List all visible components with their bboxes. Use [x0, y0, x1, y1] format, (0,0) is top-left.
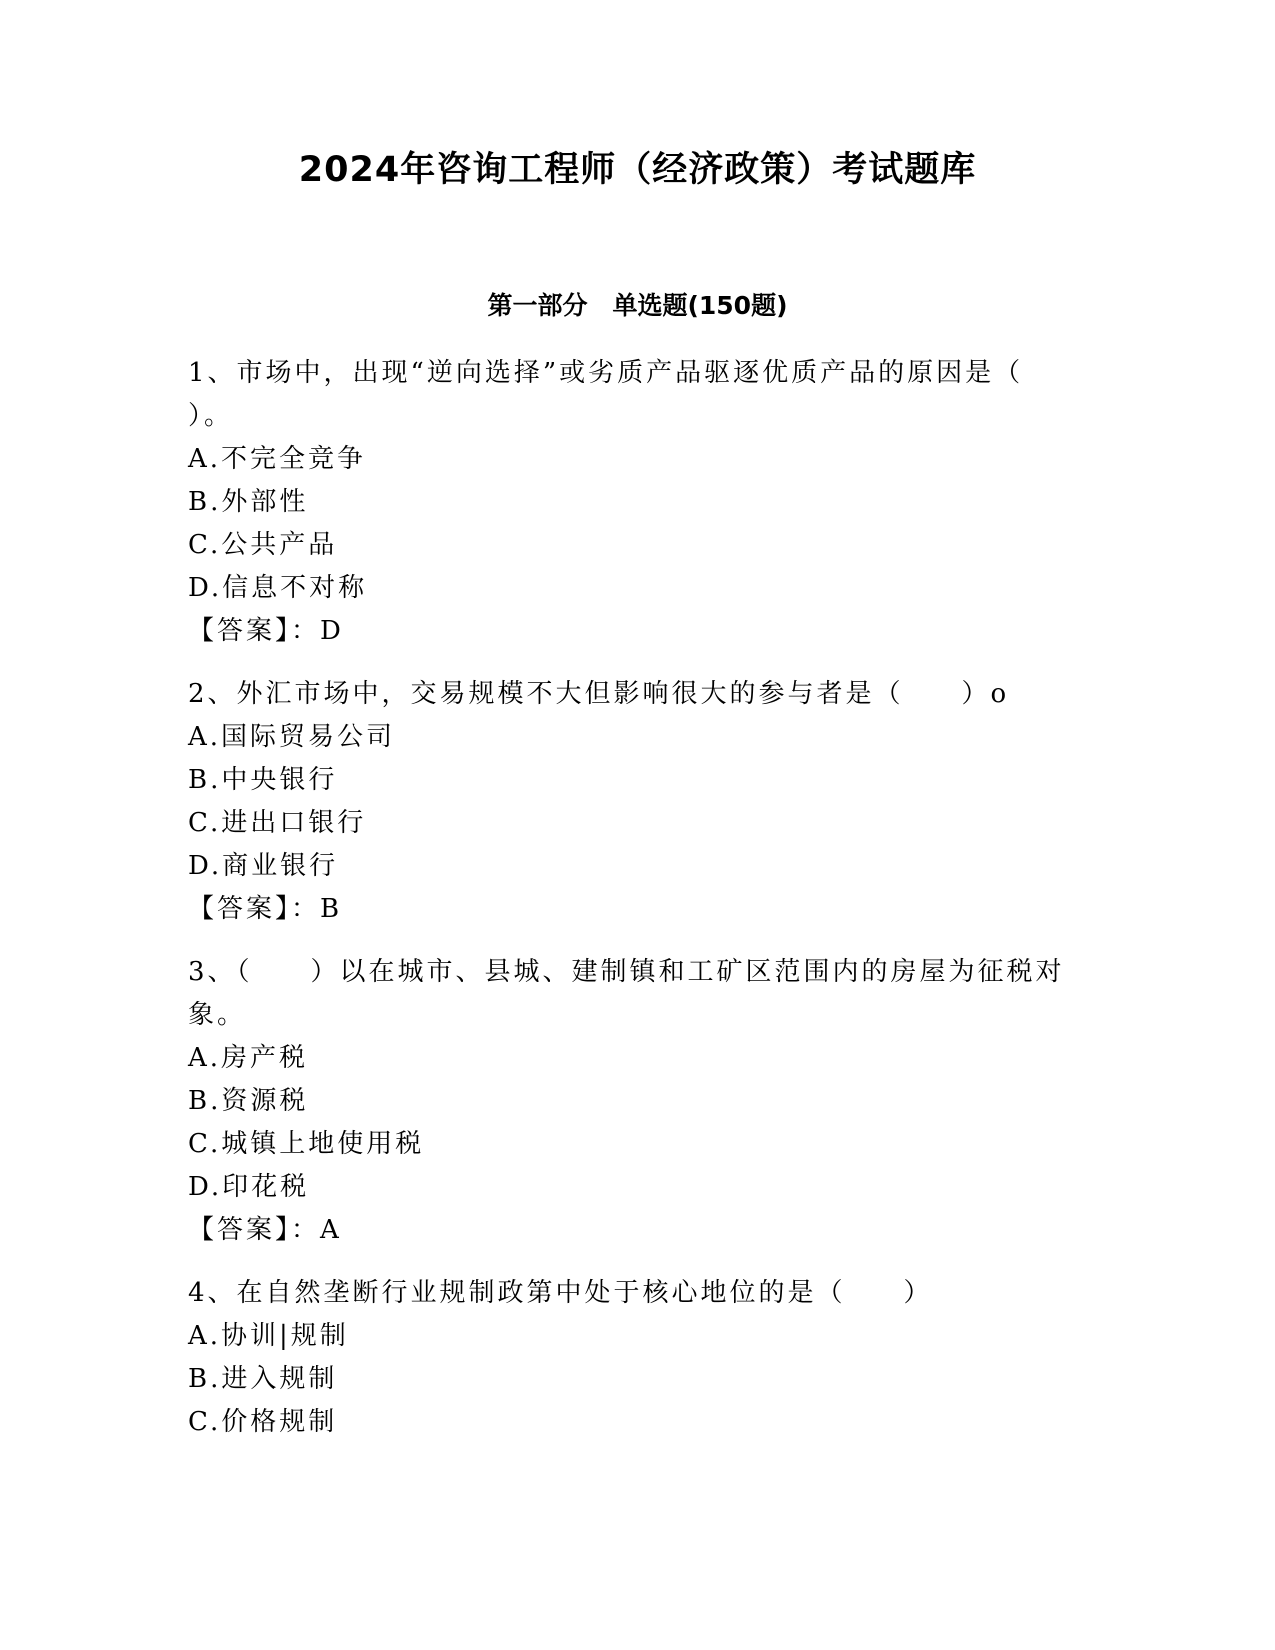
question-text: 3、（ ）以在城市、县城、建制镇和工矿区范围内的房屋为征税对 — [188, 957, 1065, 987]
option-a: A.协训|规制 — [188, 1321, 349, 1351]
answer-line — [188, 1209, 1068, 1252]
question-text: 4、在自然垄断行业规制政第中处于核心地位的是（ ） — [188, 1278, 933, 1308]
question-1 — [188, 352, 1068, 653]
option-d: D.商业银行 — [188, 851, 339, 881]
answer-value: ：A — [291, 1215, 342, 1245]
option-b: B.资源税 — [188, 1086, 309, 1116]
answer-value: ：D — [291, 616, 344, 646]
answer-label: 【答案】 — [188, 894, 292, 924]
option-c: C.进出口银行 — [188, 808, 367, 838]
option-b: B.中央银行 — [188, 765, 338, 795]
answer-label: 【答案】 — [188, 1215, 292, 1245]
option-c: C.城镇上地使用税 — [188, 1129, 425, 1159]
answer-line — [188, 610, 1068, 653]
question-list — [188, 352, 1068, 1444]
option-a: A.不完全竞争 — [188, 444, 367, 474]
answer-label: 【答案】 — [188, 616, 292, 646]
option-b: B.外部性 — [188, 487, 309, 517]
answer-line — [188, 888, 1068, 931]
option-c: C.价格规制 — [188, 1407, 338, 1437]
option-b: B.进入规制 — [188, 1364, 338, 1394]
question-4 — [188, 1272, 1068, 1444]
question-3 — [188, 951, 1068, 1252]
question-text: 1、市场中，出现“逆向选择”或劣质产品驱逐优质产品的原因是（ — [188, 358, 1024, 388]
section-title: 第一部分 单选题(150题) — [487, 291, 788, 320]
document-title: 2024年咨询工程师（经济政策）考试题库 — [298, 150, 977, 190]
option-c: C.公共产品 — [188, 530, 338, 560]
option-d: D.印花税 — [188, 1172, 310, 1202]
option-a: A.国际贸易公司 — [188, 722, 396, 752]
spacer — [188, 1252, 1068, 1272]
question-text-continued: ）。 — [188, 401, 234, 431]
option-a: A.房产税 — [188, 1043, 309, 1073]
question-text-continued: 象。 — [188, 1000, 247, 1030]
spacer — [188, 931, 1068, 951]
option-d: D.信息不对称 — [188, 573, 368, 603]
question-text: 2、外汇市场中，交易规模不大但影响很大的参与者是（ ）o — [188, 679, 1010, 709]
answer-value: ：B — [291, 894, 343, 924]
spacer — [188, 653, 1068, 673]
question-2 — [188, 673, 1068, 931]
